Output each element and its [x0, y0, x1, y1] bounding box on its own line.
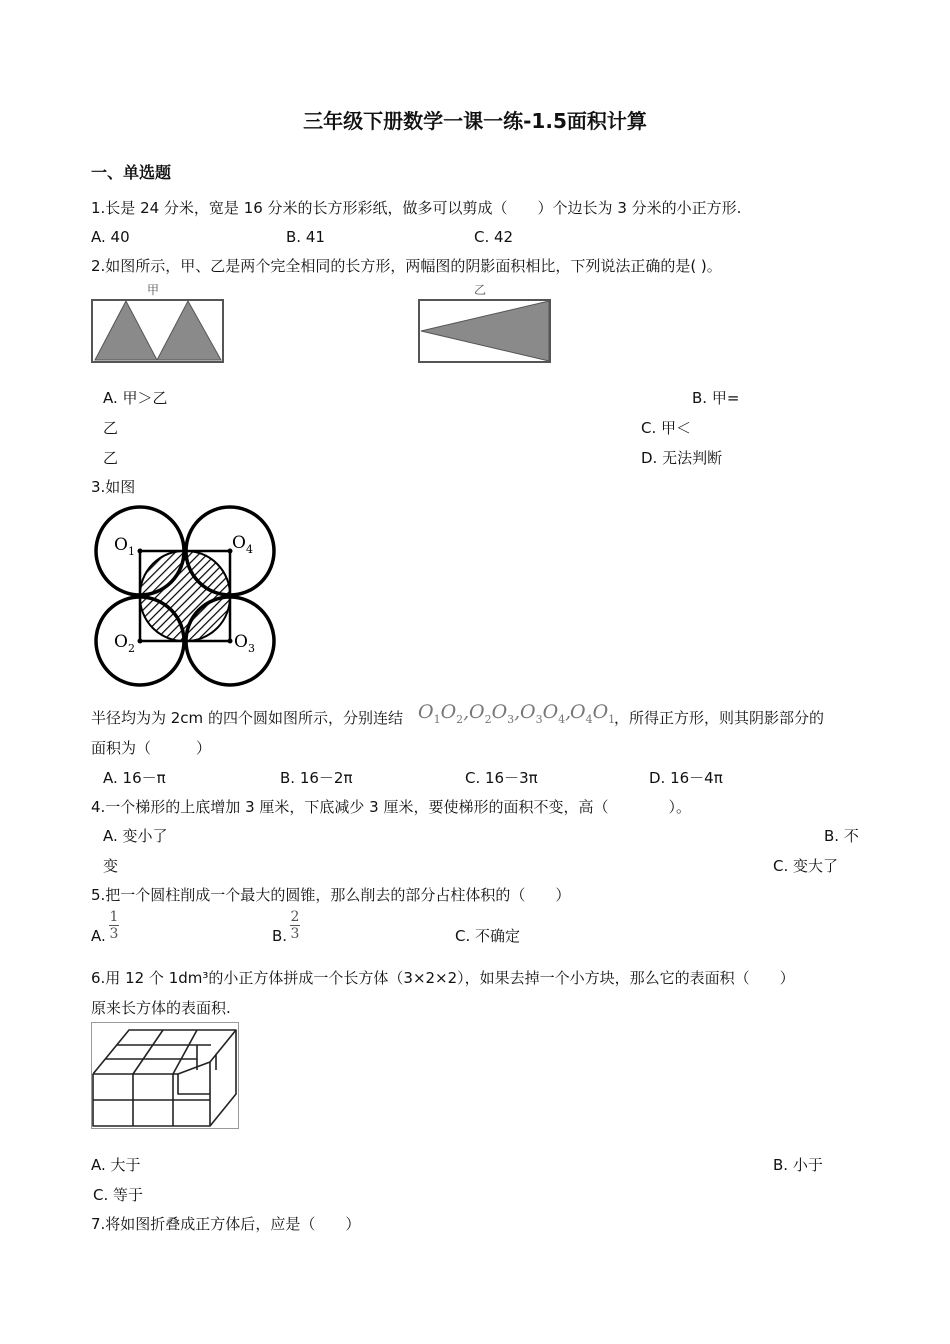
- q5-option-b-label[interactable]: B.: [272, 927, 288, 945]
- question-4-text: 4.一个梯形的上底增加 3 厘米，下底减少 3 厘米，要使梯形的面积不变，高（ ）。: [91, 798, 691, 816]
- question-7-text: 7.将如图折叠成正方体后，应是（ ）: [91, 1215, 361, 1233]
- q4-option-a[interactable]: A. 变小了: [103, 827, 168, 845]
- q5-option-a-fraction[interactable]: 1 3: [109, 909, 119, 942]
- label-o4: O: [232, 533, 246, 553]
- q2-option-a[interactable]: A. 甲＞乙: [103, 389, 168, 407]
- q2-option-c[interactable]: C. 甲＜: [641, 419, 692, 437]
- q5-option-c[interactable]: C. 不确定: [455, 927, 521, 945]
- figure-yi-label: 乙: [473, 283, 487, 297]
- q3-option-a[interactable]: A. 16－π: [103, 769, 166, 787]
- q2-option-c-cont: 乙: [103, 449, 119, 467]
- q5-option-b-fraction[interactable]: 2 3: [290, 909, 300, 942]
- q3-option-d[interactable]: D. 16－4π: [649, 769, 723, 787]
- svg-text:4: 4: [246, 543, 253, 556]
- segment-o2o3: $O_2O_3$,: [469, 701, 521, 726]
- q4-option-c[interactable]: C. 变大了: [773, 857, 839, 875]
- q2-option-d[interactable]: D. 无法判断: [641, 449, 723, 467]
- question-3-text-line2: 面积为（ ）: [91, 739, 212, 757]
- question-3-text: 3.如图: [91, 478, 136, 496]
- q2-option-b[interactable]: B. 甲=: [692, 389, 740, 407]
- label-o3: O: [234, 632, 248, 652]
- q4-option-b[interactable]: B. 不: [824, 827, 859, 845]
- q1-option-c[interactable]: C. 42: [474, 228, 514, 246]
- q4-option-b-cont: 变: [103, 857, 119, 875]
- page-title: 三年级下册数学一课一练-1.5面积计算: [303, 109, 647, 133]
- svg-text:1: 1: [128, 545, 135, 558]
- figure-yi: [418, 280, 552, 364]
- label-o2: O: [114, 632, 128, 652]
- question-6-text-line2: 原来长方体的表面积.: [91, 999, 231, 1017]
- segment-o4o1: $O_4O_1$: [570, 701, 616, 726]
- svg-text:3: 3: [248, 642, 255, 655]
- question-2-text: 2.如图所示，甲、乙是两个完全相同的长方形，两幅图的阴影面积相比，下列说法正确的是( )。: [91, 257, 722, 275]
- segment-o1o2: $O_1O_2$,: [418, 701, 470, 726]
- q1-option-b[interactable]: B. 41: [286, 228, 325, 246]
- q6-option-a[interactable]: A. 大于: [91, 1156, 141, 1174]
- q1-option-a[interactable]: A. 40: [91, 228, 130, 246]
- svg-text:2: 2: [128, 642, 135, 655]
- figure-jia: [91, 280, 225, 364]
- q3-option-c[interactable]: C. 16－3π: [465, 769, 538, 787]
- segment-o3o4: $O_3O_4$,: [520, 701, 572, 726]
- figure-jia-label: 甲: [146, 283, 160, 297]
- q2-option-b-cont: 乙: [103, 419, 119, 437]
- q5-option-a-label[interactable]: A.: [91, 927, 106, 945]
- q3-option-b[interactable]: B. 16－2π: [280, 769, 353, 787]
- question-1-text: 1.长是 24 分米，宽是 16 分米的长方形彩纸，做多可以剪成（ ）个边长为 3 分米的小正方形.: [91, 199, 742, 217]
- cuboid-figure: [91, 1022, 241, 1130]
- shaded-region: [140, 551, 230, 641]
- q6-option-b[interactable]: B. 小于: [773, 1156, 823, 1174]
- label-o1: O: [114, 535, 128, 555]
- q6-option-c[interactable]: C. 等于: [93, 1186, 144, 1204]
- question-6-text-line1: 6.用 12 个 1dm³的小正方体拼成一个长方体（3×2×2），如果去掉一个小方块，那么它的表面积（ ）: [91, 969, 795, 987]
- four-circles-figure: [91, 500, 281, 690]
- question-5-text: 5.把一个圆柱削成一个最大的圆锥，那么削去的部分占柱体积的（ ）: [91, 886, 571, 904]
- question-3-text-line1: 半径均为为 2cm 的四个圆如图所示，分别连结: [91, 709, 403, 727]
- question-3-text-line1-end: ，所得正方形，则其阴影部分的: [614, 709, 825, 727]
- section-heading: 一、单选题: [91, 163, 172, 182]
